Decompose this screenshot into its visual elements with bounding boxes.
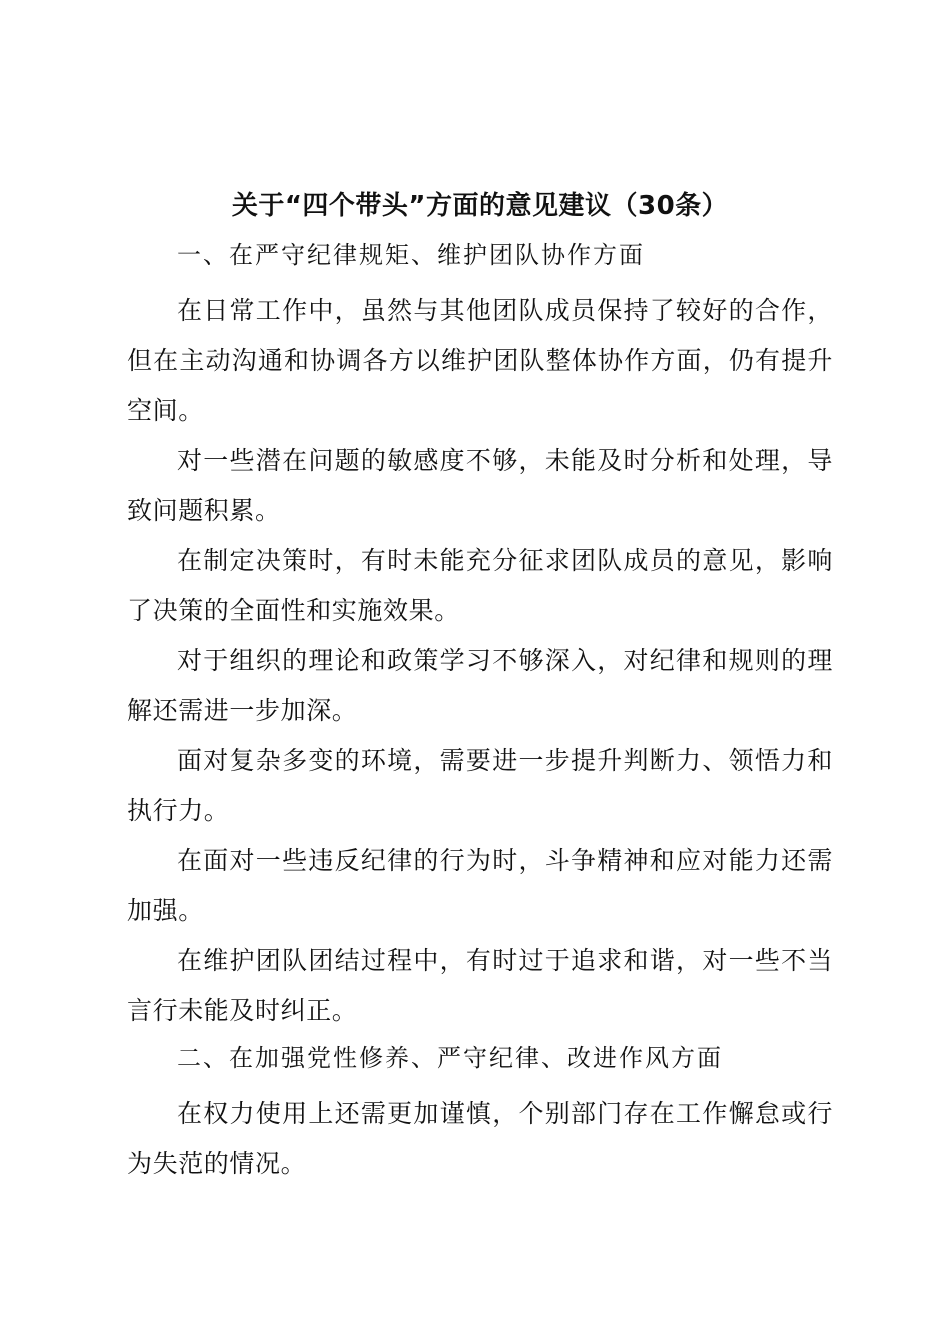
section-1-paragraph-6: 在面对一些违反纪律的行为时，斗争精神和应对能力还需加强。 xyxy=(127,846,833,925)
section-1-paragraph-2: 对一些潜在问题的敏感度不够，未能及时分析和处理，导致问题积累。 xyxy=(127,446,833,525)
section-1-paragraph-7: 在维护团队团结过程中，有时过于追求和谐，对一些不当言行未能及时纠正。 xyxy=(127,946,833,1025)
section-1-paragraph-3: 在制定决策时，有时未能充分征求团队成员的意见，影响了决策的全面性和实施效果。 xyxy=(127,546,833,625)
document-title: 关于“四个带头”方面的意见建议（30条） xyxy=(231,191,729,221)
section-1-heading: 一、在严守纪律规矩、维护团队协作方面 xyxy=(177,241,645,269)
section-2-paragraph-1: 在权力使用上还需更加谨慎，个别部门存在工作懈怠或行为失范的情况。 xyxy=(127,1099,833,1178)
section-2-heading: 二、在加强党性修养、严守纪律、改进作风方面 xyxy=(177,1044,723,1072)
document-page xyxy=(127,188,833,1189)
section-1-paragraph-4: 对于组织的理论和政策学习不够深入，对纪律和规则的理解还需进一步加深。 xyxy=(127,646,833,725)
section-1-paragraph-5: 面对复杂多变的环境，需要进一步提升判断力、领悟力和执行力。 xyxy=(127,746,833,825)
section-1-paragraph-1: 在日常工作中，虽然与其他团队成员保持了较好的合作，但在主动沟通和协调各方以维护团队整体协作方面，仍有提升空间。 xyxy=(127,296,833,425)
